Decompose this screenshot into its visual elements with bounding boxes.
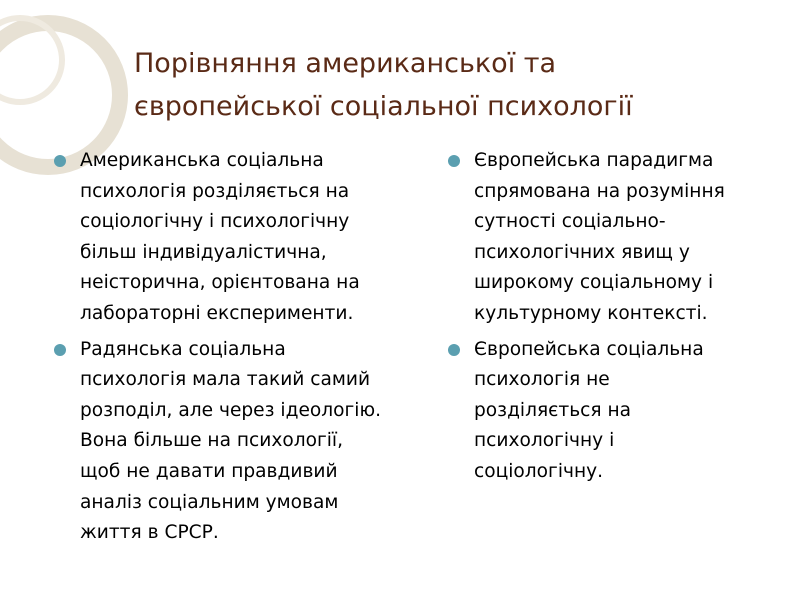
bullet-line: широкому соціальному і [474, 272, 714, 294]
decor-ring-small [0, 18, 62, 102]
bullet-line: Американська соціальна [80, 150, 324, 171]
slide-title-line: європейської соціальної психології [134, 91, 633, 122]
bullet-dot-icon [54, 344, 66, 356]
bullet-line: лабораторні експерименти. [80, 302, 354, 324]
bullet-text [80, 146, 432, 330]
slide-title-line: Порівняння американської та [134, 48, 557, 79]
bullet-line: розділяється на [474, 399, 632, 421]
bullet-european-paradigm [446, 146, 786, 330]
bullet-text [80, 335, 432, 549]
left-column [52, 146, 432, 554]
bullet-european-social-psychology [446, 335, 786, 488]
bullet-line: життя в СРСР. [80, 522, 219, 544]
bullet-line: більш індивідуалістична, [80, 241, 327, 263]
bullet-line: аналіз соціальним умовам [80, 491, 339, 513]
bullet-soviet-social-psychology [52, 335, 432, 549]
bullet-line: спрямована на розуміння [474, 180, 725, 202]
bullet-line: розподіл, але через ідеологію. [80, 399, 382, 421]
bullet-line: психологічних явищ у [474, 241, 690, 263]
bullet-line: психологія розділяється на [80, 180, 350, 202]
bullet-line: культурному контексті. [474, 302, 708, 324]
right-column [446, 146, 786, 493]
bullet-dot-icon [448, 344, 460, 356]
bullet-line: щоб не давати правдивий [80, 460, 338, 482]
bullet-line: соціологічну. [474, 460, 604, 482]
bullet-american-social-psychology [52, 146, 432, 330]
bullet-text [474, 146, 786, 330]
bullet-line: психологічну і [474, 430, 615, 452]
bullet-line: Європейська парадигма [474, 150, 714, 171]
bullet-line: сутності соціально- [474, 211, 666, 233]
bullet-line: Вона більше на психології, [80, 430, 344, 452]
bullet-dot-icon [448, 155, 460, 167]
bullet-line: Радянська соціальна [80, 338, 286, 360]
bullet-text [474, 335, 786, 488]
bullet-dot-icon [54, 155, 66, 167]
bullet-line: Європейська соціальна [474, 338, 704, 360]
bullet-line: психологія не [474, 369, 610, 391]
bullet-line: неісторична, орієнтована на [80, 272, 360, 294]
bullet-line: психологія мала такий самий [80, 369, 371, 391]
slide-title [134, 42, 774, 128]
bullet-line: соціологічну і психологічну [80, 211, 350, 233]
